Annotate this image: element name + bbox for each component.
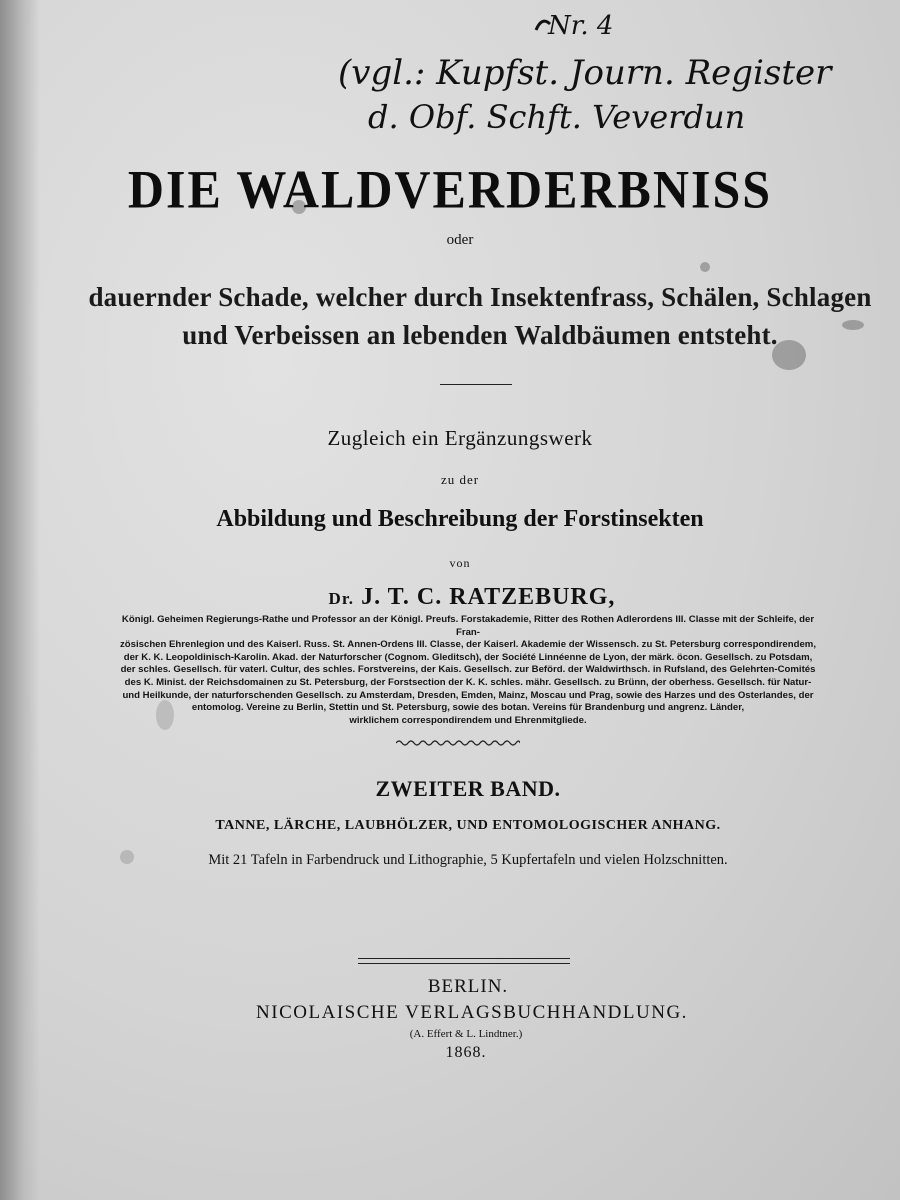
imprint-divider — [358, 958, 570, 964]
credentials-line: wirklichem correspondirendem und Ehrenmitgliede. — [349, 714, 587, 726]
author-name — [22, 584, 900, 611]
handwritten-annotation — [300, 0, 860, 160]
handwriting-line-1: Nr. 4 — [548, 11, 614, 41]
handwriting-line-2: (vgl.: Kupfst. Journ. Register — [338, 53, 832, 93]
wavy-divider — [396, 738, 520, 748]
subtitle-line-1: dauernder Schade, welcher durch Insektenfrass, Schälen, Schlagen — [88, 282, 872, 312]
von-label: von — [449, 556, 471, 570]
credentials-line: der schles. Gesellsch. für vaterl. Cultur, des schles. Forstvereins, der Kais. Gesellsch. zur Beförd. der Waldwirthsch. in Rufsland, des Gelehrten-Comités — [120, 664, 816, 676]
author-credentials — [118, 614, 818, 727]
volume-subtitle: TANNE, LÄRCHE, LAUBHÖLZER, UND ENTOMOLOGISCHER ANHANG. — [215, 818, 721, 833]
book-title: DIE WALDVERDERBNISS — [127, 158, 773, 220]
zugleich-line: Zugleich ein Ergänzungswerk — [327, 426, 593, 450]
credentials-line: entomolog. Vereine zu Berlin, Stettin und St. Petersburg, sowie des botan. Vereins für Brandenburg und angrenz. Länder, — [191, 702, 745, 714]
zu-der-label: zu der — [440, 472, 480, 487]
credentials-line: Königl. Geheimen Regierungs-Rathe und Professor an der Königl. Preufs. Forstakademie, Ritter des Rothen Adlerordens III. Classe mit der Schleife, der Fran- — [121, 614, 815, 638]
subtitle-line-2: und Verbeissen an lebenden Waldbäumen entsteht. — [182, 320, 778, 350]
credentials-line: und Heilkunde, der naturforschenden Gesellsch. zu Amsterdam, Dresden, Emden, Mainz, Moscau und Prag, sowie des Harzes und des Osterlandes, der — [122, 689, 814, 701]
volume-title: ZWEITER BAND. — [375, 776, 561, 801]
author-full-name: J. T. C. RATZEBURG, — [361, 584, 616, 610]
imprint-city: BERLIN. — [427, 976, 509, 997]
handwriting-line-3: d. Obf. Schft. Veverdun — [368, 98, 746, 136]
credentials-line: der K. K. Leopoldinisch-Karolin. Akad. der Naturforscher (Cognom. Gleditsch), der Société Linnéenne de Lyon, der märk. öcon. Gesellsch. zu Potsdam, — [123, 651, 813, 663]
imprint-year: 1868. — [445, 1044, 487, 1061]
credentials-line: des K. Minist. der Reichsdomainen zu St. Petersburg, der Forstsection der K. K. schles. mähr. Gesellsch. zu Brünn, der oberhess. Gesellsch. für Natur- — [124, 676, 812, 688]
imprint-printers: (A. Effert & L. Lindtner.) — [409, 1028, 523, 1040]
imprint-publisher: NICOLAISCHE VERLAGSBUCHHANDLUNG. — [256, 1002, 688, 1023]
stain — [700, 262, 710, 272]
book-subtitle — [30, 278, 900, 354]
credentials-line: zösischen Ehrenlegion und des Kaiserl. Russ. St. Annen-Ordens III. Classe, der Kaiserl. Akademie der Wissensch. zu St. Petersburg correspondirendem, — [119, 639, 816, 651]
companion-work-title: Abbildung und Beschreibung der Forstinsekten — [216, 506, 704, 532]
oder-label: oder — [446, 232, 474, 248]
author-prefix: Dr. — [328, 589, 355, 608]
divider-rule — [440, 384, 512, 385]
volume-description: Mit 21 Tafeln in Farbendruck und Lithographie, 5 Kupfertafeln und vielen Holzschnitten. — [208, 852, 728, 868]
